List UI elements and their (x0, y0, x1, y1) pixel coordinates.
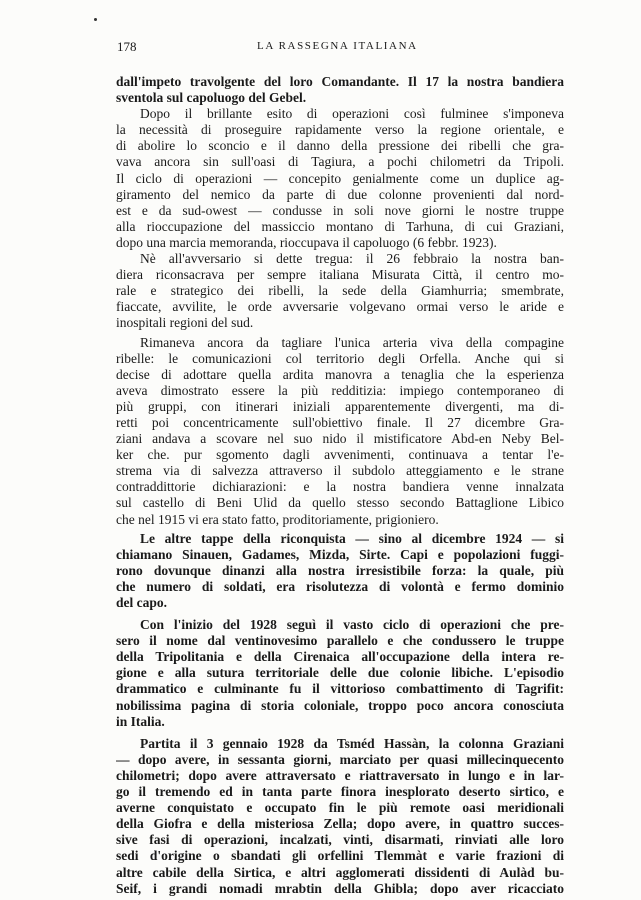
page-header (117, 39, 561, 57)
text-line: dopo una marcia memoranda, rioccupava il capoluogo (6 febbr. 1923). (116, 234, 497, 250)
text-line: contraddittorie dichiarazioni: e la nostra bandiera venne innalzata (116, 479, 564, 495)
text-line: che nel 1915 vi era stato fatto, proditoriamente, prigioniero. (116, 511, 439, 527)
text-line: Le altre tappe della riconquista — sino al dicembre 1924 — si (140, 530, 564, 546)
text-line: Con l'inizio del 1928 seguì il vasto ciclo di operazioni che pre- (140, 617, 564, 633)
text-line: che numero di soldati, era risolutezza di volontà e fermo dominio (116, 578, 564, 594)
text-line: sedi d'origine o sbandati gli orfellini Tlemmàt e varie frazioni di (116, 848, 564, 864)
text-line: ribelle: le comunicazioni col territorio degli Orfella. Anche qui si (116, 350, 564, 366)
text-line: Seif, i grandi nomadi mrabtin della Ghibla; dopo aver ricacciato (116, 880, 564, 896)
text-line: Rimaneva ancora da tagliare l'unica arteria viva della compagine (140, 334, 564, 350)
ink-speck (94, 18, 97, 21)
text-line: gione e alla sutura territoriale delle due colonie libiche. L'episodio (116, 665, 564, 681)
text-line: fiaccate, avvilite, le orde avversarie volgevano ormai verso le aride e (116, 299, 564, 315)
text-line: diera riconsacrava per sempre italiana Misurata Città, il centro mo- (116, 267, 564, 283)
text-line: ker che. pur sgomento dagli avvenimenti, continuava a tentar l'e- (116, 447, 564, 463)
text-line: decise di adottare quella ardita manovra a tenaglia che la esperienza (116, 366, 564, 382)
text-line: sul castello di Beni Ulid da quello stesso secondo Battaglione Libico (116, 495, 564, 511)
text-line: Dopo il brillante esito di operazioni così fulminee s'imponeva (140, 106, 564, 122)
text-line: rono dovunque dinanzi alla nostra irresistibile forza: la quale, più (116, 562, 564, 578)
text-line: inospitali regioni del sud. (116, 315, 254, 331)
paragraph (116, 106, 564, 251)
text-line: rale e strategico dei ribelli, la sede della Giamhurria; smembrate, (116, 283, 564, 299)
running-title: LA RASSEGNA ITALIANA (257, 40, 418, 52)
text-line: del capo. (116, 595, 168, 610)
text-line: strema via di salvezza attraverso il subdolo atteggiamento e le strane (116, 463, 564, 479)
text-line: Nè all'avversario si dette tregua: il 26 febbraio la nostra ban- (140, 251, 564, 267)
paragraph (116, 736, 564, 897)
paragraph (116, 251, 564, 331)
paragraph (116, 335, 564, 528)
text-line: chiamano Sinauen, Gadames, Mizda, Sirte. Capi e popolazioni fuggi- (116, 546, 564, 562)
text-line: altre cabile della Sirtica, e altri agglomerati dissidenti di Aulàd bu- (116, 864, 564, 880)
text-line: Il ciclo di operazioni — concepito genialmente come un duplice ag- (116, 170, 564, 186)
text-line: giramento del nemico da parte di due colonne provenienti dal nord- (116, 186, 564, 202)
text-line: sive fasi di operazioni, incalzati, vinti, disarmati, rinviati alle loro (116, 832, 564, 848)
text-line: sventola sul capoluogo del Gebel. (116, 90, 307, 106)
text-line: ziani andava a scovare nel suo nido il mistificatore Abd-en Neby Bel- (116, 431, 564, 447)
paragraph (116, 531, 564, 611)
text-line: averne conquistato e occupato fin le più remote oasi meridionali (116, 800, 564, 816)
text-line: chilometri; dopo avere attraversato e riattraversato in lungo e in lar- (116, 767, 564, 783)
paragraph (116, 617, 564, 730)
text-line: vava ancora sin sull'oasi di Tagiura, a pochi chilometri da Tripoli. (116, 154, 564, 170)
text-line: della Giofra e della misteriosa Zella; dopo avere, in quattro succes- (116, 816, 564, 832)
text-line: della Tripolitania e della Cirenaica all'occupazione della intera re- (116, 649, 564, 665)
paragraph (116, 74, 564, 106)
text-line: la necessità di proseguire rapidamente verso la regione orientale, e (116, 122, 564, 138)
page-number: 178 (117, 39, 137, 54)
text-line: sero il nome dal ventinovesimo parallelo e che condussero le truppe (116, 633, 564, 649)
text-line: in Italia. (116, 713, 165, 729)
text-line: est e da sud-owest — condusse in soli nove giorni le nostre truppe (116, 202, 564, 218)
text-line: di abolire lo sconcio e il danno della pressione dei ribelli che gra- (116, 138, 564, 154)
text-line: Partita il 3 gennaio 1928 da Tsméd Hassàn, la colonna Graziani (140, 735, 564, 751)
text-line: — dopo avere, in sessanta giorni, marciato per quasi millecinquecento (116, 751, 564, 767)
text-line: aveva dimostrato essere la più redditizia: impiego contemporaneo di (116, 382, 564, 398)
text-line: drammatico e culminante fu il vittorioso combattimento di Tagrifit: (116, 681, 564, 697)
text-line: più gruppi, con itinerari iniziali apparentemente divergenti, ma di- (116, 398, 564, 414)
body-text (116, 74, 564, 897)
text-line: go il tremendo ed in tanta parte finora inesplorato deserto sirtico, e (116, 784, 564, 800)
text-line: alla rioccupazione del massiccio montano di Tarhuna, di cui Graziani, (116, 218, 564, 234)
text-line: dall'impeto travolgente del loro Comandante. Il 17 la nostra bandiera (116, 74, 564, 89)
text-line: retti poi concentricamente sull'obiettivo finale. Il 27 dicembre Gra- (116, 414, 564, 430)
text-line: nobilissima pagina di storia coloniale, troppo poco ancora conosciuta (116, 697, 564, 713)
